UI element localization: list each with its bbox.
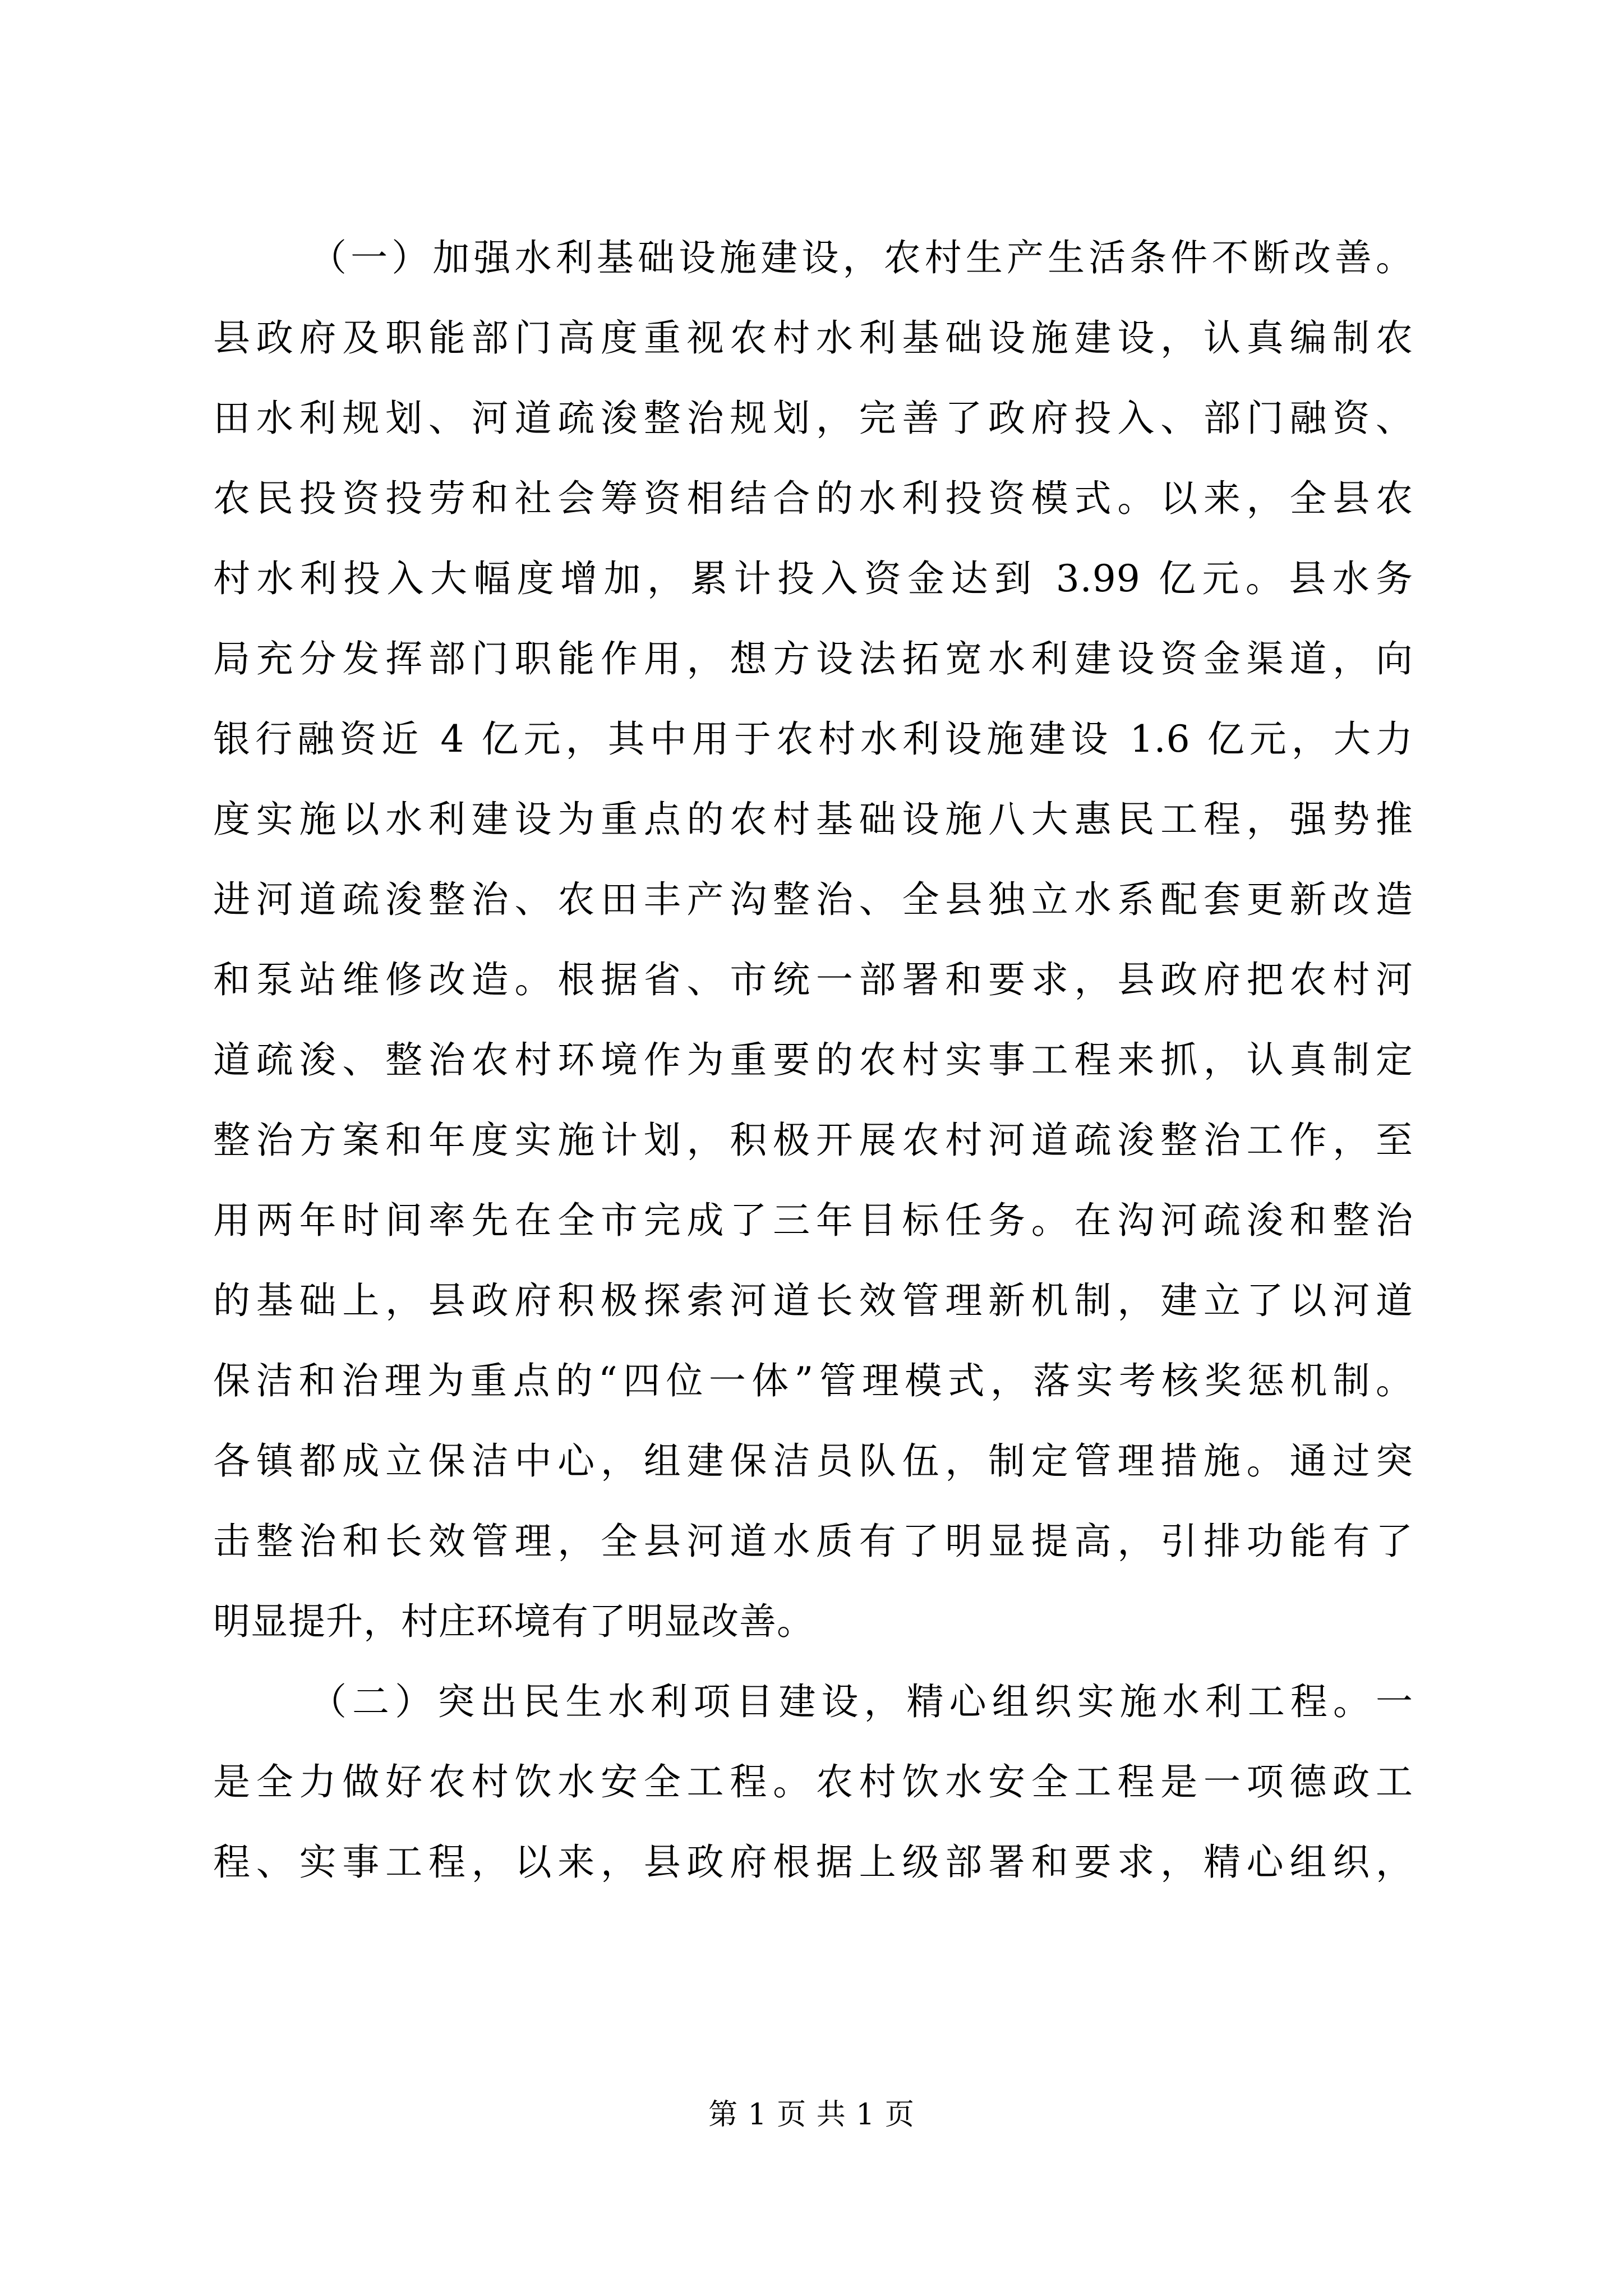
paragraph-1-line: 银行融资近 4 亿元，其中用于农村水利设施建设 1.6 亿元，大力 — [213, 717, 1413, 761]
paragraph-1-line: 整治方案和年度实施计划，积极开展农村河道疏浚整治工作，至 — [213, 1119, 1413, 1162]
paragraph-1-line: 村水利投入大幅度增加，累计投入资金达到 3.99 亿元。县水务 — [213, 557, 1413, 600]
page-number-label: 第 1 页 共 1 页 — [708, 2098, 915, 2132]
paragraph-1-line: 农民投资投劳和社会筹资相结合的水利投资模式。以来，全县农 — [213, 477, 1413, 520]
paragraph-1-line: 道疏浚、整治农村环境作为重要的农村实事工程来抓，认真制定 — [213, 1038, 1413, 1082]
paragraph-1-line: 局充分发挥部门职能作用，想方设法拓宽水利建设资金渠道，向 — [213, 637, 1413, 680]
paragraph-1-line: 用两年时间率先在全市完成了三年目标任务。在沟河疏浚和整治 — [213, 1199, 1413, 1242]
paragraph-1-line: 进河道疏浚整治、农田丰产沟整治、全县独立水系配套更新改造 — [213, 878, 1413, 921]
paragraph-1-line: 县政府及职能部门高度重视农村水利基础设施建设，认真编制农 — [213, 316, 1413, 360]
paragraph-2-line: 程、实事工程，以来，县政府根据上级部署和要求，精心组织， — [213, 1841, 1413, 1884]
paragraph-1-line: 田水利规划、河道疏浚整治规划，完善了政府投入、部门融资、 — [213, 397, 1413, 440]
paragraph-1-line: 的基础上，县政府积极探索河道长效管理新机制，建立了以河道 — [213, 1279, 1413, 1322]
paragraph-1-line: 保洁和治理为重点的“四位一体”管理模式，落实考核奖惩机制。 — [213, 1359, 1413, 1402]
paragraph-1-line: 和泵站维修改造。根据省、市统一部署和要求，县政府把农村河 — [213, 958, 1413, 1001]
paragraph-1-line: （一）加强水利基础设施建设，农村生产生活条件不断改善。 — [310, 236, 1413, 279]
document-body — [213, 218, 1413, 1902]
paragraph-2-line: （二）突出民生水利项目建设，精心组织实施水利工程。一 — [310, 1680, 1413, 1723]
paragraph-1-line: 度实施以水利建设为重点的农村基础设施八大惠民工程，强势推 — [213, 798, 1413, 841]
page-footer — [0, 2095, 1623, 2134]
paragraph-1-line: 明显提升，村庄环境有了明显改善。 — [213, 1600, 814, 1643]
paragraph-1-line: 击整治和长效管理，全县河道水质有了明显提高，引排功能有了 — [213, 1520, 1413, 1563]
paragraph-2-line: 是全力做好农村饮水安全工程。农村饮水安全工程是一项德政工 — [213, 1760, 1413, 1803]
paragraph-1-line: 各镇都成立保洁中心，组建保洁员队伍，制定管理措施。通过突 — [213, 1439, 1413, 1483]
